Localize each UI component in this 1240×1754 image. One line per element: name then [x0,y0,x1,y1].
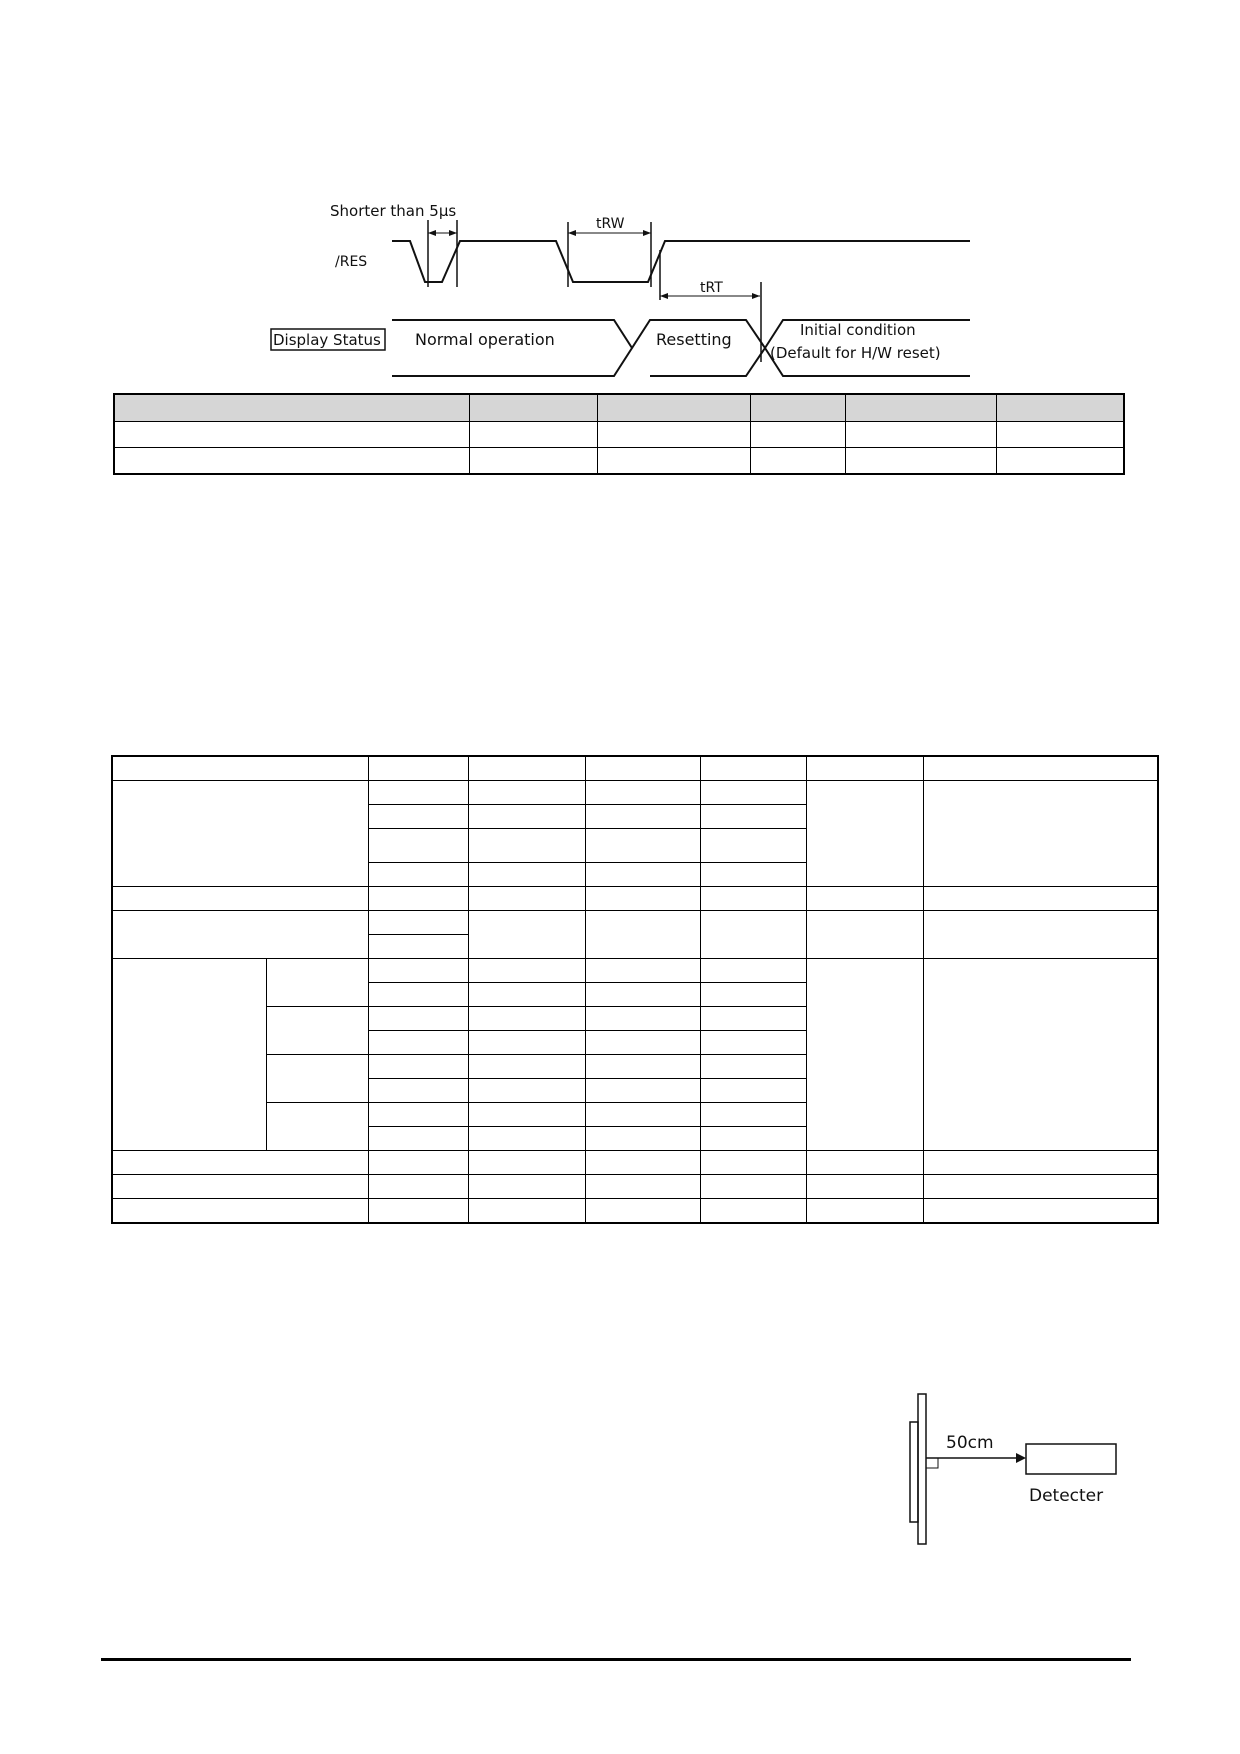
table-cell [845,394,996,422]
table-cell [806,911,923,959]
table-cell [923,1199,1158,1224]
table-cell [585,805,700,829]
table-cell [468,1175,585,1199]
table-cell [700,805,806,829]
table-cell [468,983,585,1007]
table-cell [368,1031,468,1055]
table-cell [368,829,468,863]
table-cell [806,959,923,1151]
pulse-note: Shorter than 5μs [330,202,457,220]
trt-label: tRT [700,280,723,296]
table-cell [368,1103,468,1127]
table-cell [845,448,996,475]
res-signal-label: /RES [335,254,368,270]
table-cell [468,863,585,887]
table-cell [469,394,598,422]
distance-label: 50cm [946,1433,994,1453]
table-cell [700,887,806,911]
table-row [112,911,1158,935]
table-cell [469,448,598,475]
table-cell [923,887,1158,911]
table-cell [585,1007,700,1031]
detector-box [1026,1444,1116,1474]
lcd-panel-back [910,1422,918,1522]
table-cell [368,1007,468,1031]
perpendicular-mark [926,1458,938,1468]
table-cell [468,1151,585,1175]
table-cell [996,422,1124,448]
table-cell [368,781,468,805]
table-row [112,887,1158,911]
table-cell [700,1151,806,1175]
table-cell [923,911,1158,959]
state-normal: Normal operation [415,330,555,349]
table-cell [923,781,1158,887]
table-cell [585,911,700,959]
table-cell [751,422,846,448]
table-cell [806,887,923,911]
table-cell [923,1151,1158,1175]
table-cell [112,887,368,911]
table-cell [468,1127,585,1151]
table-cell [700,959,806,983]
arrow-head [1016,1453,1026,1463]
measurement-setup-diagram [880,1382,1120,1582]
table-cell [114,422,469,448]
reset-timing-table [113,393,1125,475]
state-initial-2: (Default for H/W reset) [770,344,941,362]
table-cell [468,1031,585,1055]
table-cell [468,1079,585,1103]
table-cell [585,829,700,863]
table-cell [923,959,1158,1151]
table-cell [585,983,700,1007]
display-status-label: Display Status [273,331,381,349]
table-cell [585,863,700,887]
table-cell [266,1055,368,1103]
res-waveform [392,241,970,282]
table-cell [700,756,806,781]
table-cell [368,1151,468,1175]
table-cell [368,805,468,829]
table-cell [368,1079,468,1103]
table-cell [585,1127,700,1151]
table-row [112,959,1158,983]
table-row [112,1175,1158,1199]
table-cell [700,781,806,805]
table-cell [469,422,598,448]
table-cell [266,1103,368,1151]
table-cell [585,1175,700,1199]
optical-characteristics-table [111,755,1159,1224]
table-cell [806,781,923,887]
table-cell [468,756,585,781]
table-cell [468,829,585,863]
state-initial-1: Initial condition [800,321,916,339]
table-cell [112,1175,368,1199]
table-cell [368,1055,468,1079]
table-cell [585,1031,700,1055]
table-cell [468,781,585,805]
table-cell [585,1103,700,1127]
table-cell [806,1175,923,1199]
table-cell [585,1199,700,1224]
table-cell [598,448,751,475]
table-row [112,1199,1158,1224]
table-cell [585,1151,700,1175]
table-cell [468,911,585,959]
table-cell [368,1199,468,1224]
table-cell [368,911,468,935]
lcd-panel-front [918,1394,926,1544]
table-cell [468,959,585,983]
table-cell [112,756,368,781]
table-cell [700,1103,806,1127]
table-cell [806,1151,923,1175]
table-cell [806,756,923,781]
table-cell [468,1055,585,1079]
table-cell [112,781,368,887]
table-row [112,1151,1158,1175]
table-cell [751,394,846,422]
table-cell [368,983,468,1007]
table-cell [700,911,806,959]
table-cell [700,1127,806,1151]
table-cell [700,1199,806,1224]
table-header-row [112,756,1158,781]
table-cell [368,959,468,983]
table-cell [468,1199,585,1224]
table-cell [585,1079,700,1103]
table-row [114,448,1124,475]
table-cell [700,983,806,1007]
table-cell [700,829,806,863]
table-cell [112,911,368,959]
table-cell [368,756,468,781]
table-cell [112,1151,368,1175]
table-cell [112,959,266,1151]
table-row [112,781,1158,805]
table-cell [806,1199,923,1224]
table-cell [114,394,469,422]
table-cell [368,863,468,887]
table-cell [368,1127,468,1151]
table-cell [585,1055,700,1079]
table-cell [585,756,700,781]
table-cell [923,1175,1158,1199]
table-cell [585,959,700,983]
state-resetting: Resetting [656,330,732,349]
table-cell [751,448,846,475]
table-cell [585,781,700,805]
table-cell [700,1175,806,1199]
table-cell [996,394,1124,422]
table-cell [598,394,751,422]
table-cell [368,1175,468,1199]
table-cell [114,448,469,475]
table-cell [700,1055,806,1079]
table-cell [468,1103,585,1127]
detector-label: Detecter [1029,1486,1104,1506]
table-cell [923,756,1158,781]
table-cell [996,448,1124,475]
table-cell [266,959,368,1007]
reset-timing-diagram [0,0,1240,380]
table-cell [845,422,996,448]
trw-label: tRW [596,216,625,232]
table-cell [368,935,468,959]
table-row [114,422,1124,448]
table-cell [598,422,751,448]
table-cell [468,1007,585,1031]
table-cell [368,887,468,911]
table-cell [700,1079,806,1103]
table-cell [585,887,700,911]
table-cell [700,1007,806,1031]
table-cell [700,1031,806,1055]
table-cell [112,1199,368,1224]
table-cell [700,863,806,887]
table-cell [468,805,585,829]
footer-rule [101,1658,1131,1661]
table-cell [266,1007,368,1055]
table-header-row [114,394,1124,422]
table-cell [468,887,585,911]
